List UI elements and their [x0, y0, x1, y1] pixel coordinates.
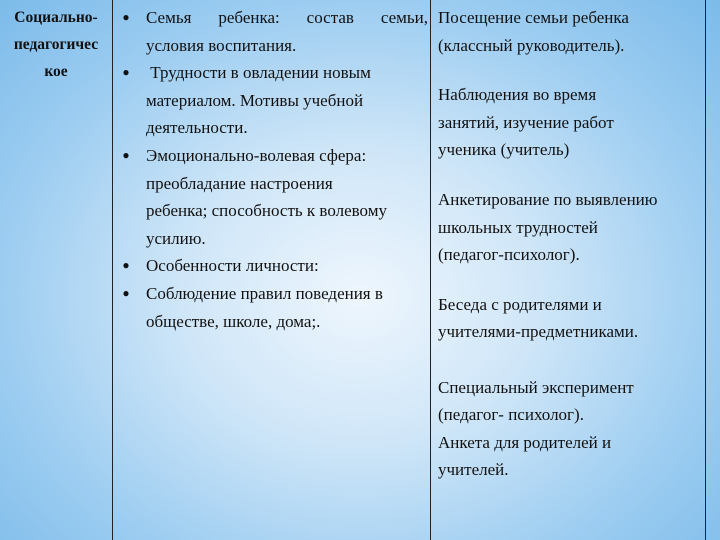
method-block	[438, 374, 703, 484]
list-item-line: преобладание настроения	[146, 173, 333, 193]
list-item	[114, 59, 428, 142]
list-item-line: ребенка; способность к волевому	[146, 201, 387, 221]
row-heading	[2, 4, 110, 85]
method-line: занятий, изучение работ	[438, 112, 614, 132]
list-item-line: Соблюдение правил поведения в	[146, 283, 383, 303]
bullet-icon	[114, 280, 138, 308]
list-item-line: усилию.	[146, 228, 206, 248]
table-right-border	[705, 0, 706, 540]
method-line: ученика (учитель)	[438, 140, 570, 160]
method-line: учителями-предметниками.	[438, 322, 639, 342]
method-line: учителей.	[438, 460, 509, 480]
bullet-icon	[114, 142, 138, 170]
method-line: Специальный эксперимент	[438, 377, 634, 397]
method-line: Беседа с родителями и	[438, 294, 602, 314]
method-line: (классный руководитель).	[438, 35, 625, 55]
bullet-icon	[114, 4, 138, 32]
method-block	[438, 186, 703, 269]
list-item-line: Особенности личности:	[146, 256, 319, 276]
column-divider-2	[430, 0, 431, 540]
method-line: (педагог-психолог).	[438, 245, 580, 265]
row-heading-line: педагогичес	[13, 36, 99, 53]
list-item-line: условия воспитания.	[146, 35, 297, 55]
methods-list	[438, 4, 703, 484]
method-line: Посещение семьи ребенка	[438, 8, 629, 27]
row-heading-line: кое	[44, 63, 68, 80]
list-item-line: материалом. Мотивы учебной	[146, 90, 364, 110]
method-block	[438, 4, 703, 59]
method-line: Наблюдения во время	[438, 85, 597, 105]
method-block	[438, 291, 703, 346]
list-item	[114, 252, 428, 280]
list-item-line: Семья ребенка: состав семьи,	[146, 8, 428, 27]
method-line: Анкета для родителей и	[438, 432, 612, 452]
list-item-line: обществе, школе, дома;.	[146, 311, 321, 331]
list-item	[114, 280, 428, 335]
method-block	[438, 81, 703, 164]
method-line: школьных трудностей	[438, 217, 598, 237]
method-line: (педагог- психолог).	[438, 405, 584, 425]
criteria-list	[114, 4, 428, 335]
method-line: Анкетирование по выявлению	[438, 189, 658, 209]
list-item	[114, 142, 428, 252]
bullet-icon	[114, 252, 138, 280]
column-divider-1	[112, 0, 113, 540]
list-item-line: деятельности.	[146, 118, 248, 138]
list-item	[114, 4, 428, 59]
list-item-line: Эмоционально-волевая сфера:	[146, 145, 367, 165]
row-heading-line: Социально-	[14, 9, 98, 26]
list-item-line: Трудности в овладении новым	[146, 63, 371, 83]
bullet-icon	[114, 59, 138, 87]
